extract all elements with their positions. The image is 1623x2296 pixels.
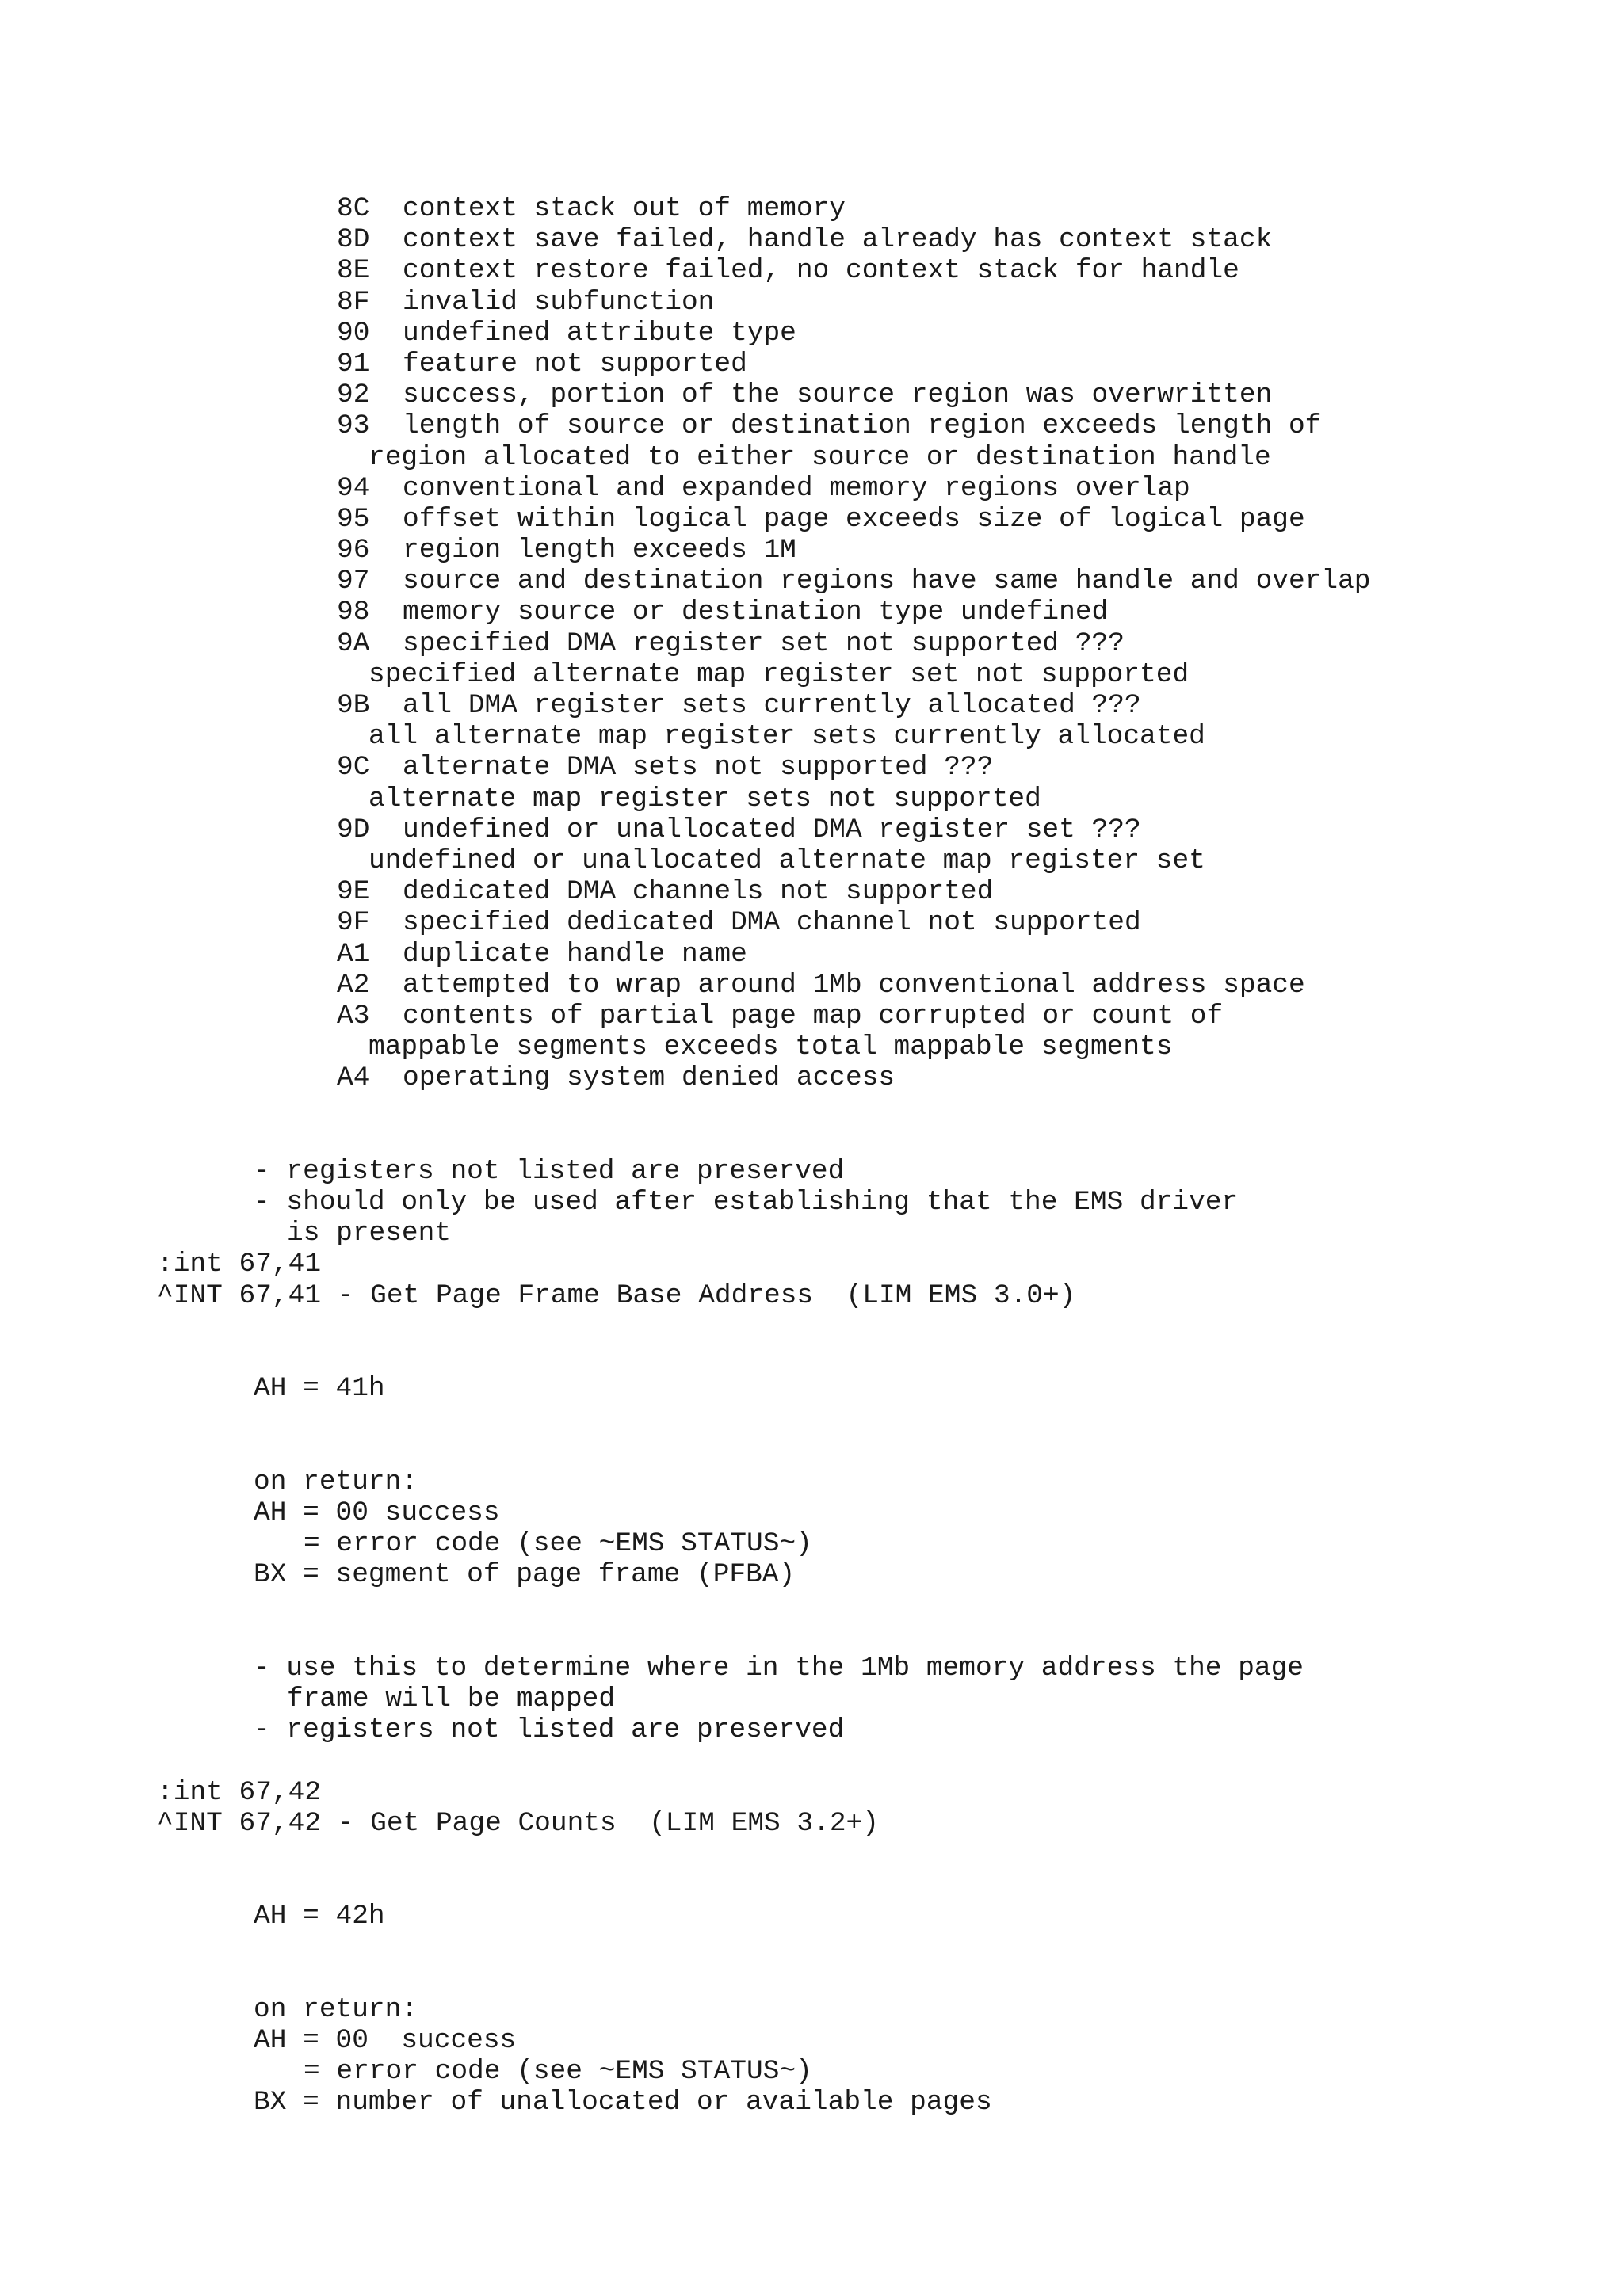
error-code-continuation-row <box>0 442 1623 473</box>
error-description: length of source or destination region exceeds length of <box>403 410 1322 442</box>
int41-return-error: = error code (see ~EMS STATUS~) <box>304 1528 812 1560</box>
error-description: offset within logical page exceeds size of logical page <box>403 503 1305 535</box>
error-description: success, portion of the source region was overwritten <box>403 379 1273 411</box>
int41-ah-input: AH = 41h <box>254 1373 385 1405</box>
error-description: undefined attribute type <box>403 317 796 349</box>
error-description: alternate DMA sets not supported ??? <box>403 752 994 784</box>
int42-tag: :int 67,42 <box>157 1776 322 1808</box>
error-description-continuation: alternate map register sets not supported <box>369 783 1041 814</box>
return-line <box>0 1559 1623 1590</box>
error-code: 92 <box>337 379 370 411</box>
error-code-continuation-row <box>0 784 1623 814</box>
error-code: 93 <box>337 410 370 442</box>
error-code: 9D <box>337 814 370 845</box>
error-code: 91 <box>337 348 370 379</box>
error-description: feature not supported <box>403 348 747 379</box>
int42-heading-line <box>0 1808 1623 1839</box>
int42-on-return: on return: <box>254 1993 418 2025</box>
int42-return-bx: BX = number of unallocated or available pages <box>254 2087 992 2119</box>
note-line <box>0 1714 1623 1745</box>
int41-heading-line <box>0 1280 1623 1311</box>
error-description: duplicate handle name <box>403 938 747 970</box>
error-code-row <box>0 224 1623 255</box>
ems-error-code-list <box>0 193 1623 1093</box>
error-code: 8C <box>337 193 370 224</box>
error-code: 8E <box>337 255 370 287</box>
error-code-row <box>0 752 1623 783</box>
error-description-continuation: mappable segments exceeds total mappable segments <box>369 1032 1173 1063</box>
error-code: 9E <box>337 876 370 908</box>
error-code: 9C <box>337 752 370 784</box>
error-code: 94 <box>337 472 370 504</box>
error-code: 8D <box>337 224 370 256</box>
note-line <box>0 1653 1623 1684</box>
error-code: 97 <box>337 566 370 597</box>
error-description: all DMA register sets currently allocated ??? <box>403 690 1141 721</box>
error-code-row <box>0 566 1623 597</box>
error-code: 90 <box>337 317 370 349</box>
error-description: operating system denied access <box>403 1062 896 1094</box>
error-description-continuation: specified alternate map register set not supported <box>369 658 1190 690</box>
error-code-row <box>0 876 1623 907</box>
error-code-continuation-row <box>0 721 1623 752</box>
document-page <box>0 193 1623 2119</box>
error-code-row <box>0 504 1623 535</box>
error-code: 96 <box>337 535 370 566</box>
int41-note: - registers not listed are preserved <box>254 1714 845 1746</box>
int41-note: - use this to determine where in the 1Mb memory address the page <box>254 1652 1304 1684</box>
error-code: 9B <box>337 690 370 721</box>
error-code-row <box>0 690 1623 721</box>
error-description: context restore failed, no context stack for handle <box>403 255 1239 287</box>
error-code-row <box>0 1062 1623 1093</box>
int41-heading: ^INT 67,41 - Get Page Frame Base Address (LIM EMS 3.0+) <box>157 1280 1076 1311</box>
error-description: source and destination regions have same handle and overlap <box>403 566 1371 597</box>
error-description: attempted to wrap around 1Mb conventional address space <box>403 969 1305 1001</box>
error-code-continuation-row <box>0 845 1623 876</box>
error-code: 9A <box>337 627 370 659</box>
return-header-line <box>0 1994 1623 2025</box>
error-code-row <box>0 193 1623 224</box>
error-code-row <box>0 939 1623 970</box>
error-description: region length exceeds 1M <box>403 535 796 566</box>
error-description: memory source or destination type undefined <box>403 597 1109 628</box>
error-description-continuation: all alternate map register sets currently allocated <box>369 721 1205 753</box>
int41-return-ah: AH = 00 success <box>254 1497 500 1528</box>
error-description: context save failed, handle already has context stack <box>403 224 1273 256</box>
error-code: 9F <box>337 907 370 939</box>
error-description: conventional and expanded memory regions overlap <box>403 472 1190 504</box>
error-code: 8F <box>337 286 370 318</box>
int41-note-continuation: frame will be mapped <box>287 1684 616 1714</box>
note-line <box>0 1218 1623 1249</box>
error-code: A1 <box>337 938 370 970</box>
int41-tag-line <box>0 1249 1623 1280</box>
return-line <box>0 2056 1623 2087</box>
note-line <box>0 1684 1623 1714</box>
error-code-row <box>0 318 1623 349</box>
error-code-row <box>0 628 1623 659</box>
error-code-row <box>0 255 1623 286</box>
register-line <box>0 1901 1623 1932</box>
error-code-row <box>0 597 1623 627</box>
error-code-row <box>0 814 1623 845</box>
error-code-row <box>0 1001 1623 1032</box>
return-line <box>0 2025 1623 2056</box>
error-code: 95 <box>337 503 370 535</box>
error-description: undefined or unallocated DMA register set ??? <box>403 814 1141 845</box>
int41-tag: :int 67,41 <box>157 1249 322 1280</box>
int42-heading: ^INT 67,42 - Get Page Counts (LIM EMS 3.2+) <box>157 1807 879 1839</box>
register-line <box>0 1373 1623 1404</box>
return-line <box>0 1497 1623 1528</box>
error-description: specified DMA register set not supported ??? <box>403 627 1125 659</box>
error-code: A2 <box>337 969 370 1001</box>
return-line <box>0 2087 1623 2118</box>
int41-on-return: on return: <box>254 1466 418 1497</box>
note-continuation: is present <box>287 1218 452 1249</box>
note-text: - should only be used after establishing that the EMS driver <box>254 1187 1239 1218</box>
error-description: specified dedicated DMA channel not supported <box>403 907 1141 939</box>
note-line <box>0 1156 1623 1187</box>
error-code: A4 <box>337 1062 370 1094</box>
error-description: contents of partial page map corrupted or count of <box>403 1000 1224 1032</box>
error-description: dedicated DMA channels not supported <box>403 876 994 908</box>
error-code: A3 <box>337 1000 370 1032</box>
int42-ah-input: AH = 42h <box>254 1901 385 1932</box>
error-code: 98 <box>337 597 370 628</box>
int41-return-bx: BX = segment of page frame (PFBA) <box>254 1559 796 1591</box>
return-header-line <box>0 1466 1623 1497</box>
error-description-continuation: undefined or unallocated alternate map register set <box>369 845 1205 876</box>
note-text: - registers not listed are preserved <box>254 1155 845 1187</box>
note-line <box>0 1187 1623 1218</box>
error-code-row <box>0 349 1623 379</box>
error-code-row <box>0 907 1623 938</box>
error-code-row <box>0 379 1623 410</box>
error-code-continuation-row <box>0 659 1623 690</box>
int42-return-ah: AH = 00 success <box>254 2025 517 2057</box>
error-code-row <box>0 473 1623 504</box>
error-description: invalid subfunction <box>403 286 715 318</box>
error-description: context stack out of memory <box>403 193 846 224</box>
error-description-continuation: region allocated to either source or destination handle <box>369 441 1271 473</box>
error-code-row <box>0 535 1623 566</box>
error-code-row <box>0 970 1623 1001</box>
error-code-row <box>0 410 1623 441</box>
error-code-continuation-row <box>0 1032 1623 1062</box>
int42-tag-line <box>0 1777 1623 1808</box>
return-line <box>0 1528 1623 1559</box>
error-code-row <box>0 287 1623 318</box>
int42-return-error: = error code (see ~EMS STATUS~) <box>304 2056 812 2088</box>
